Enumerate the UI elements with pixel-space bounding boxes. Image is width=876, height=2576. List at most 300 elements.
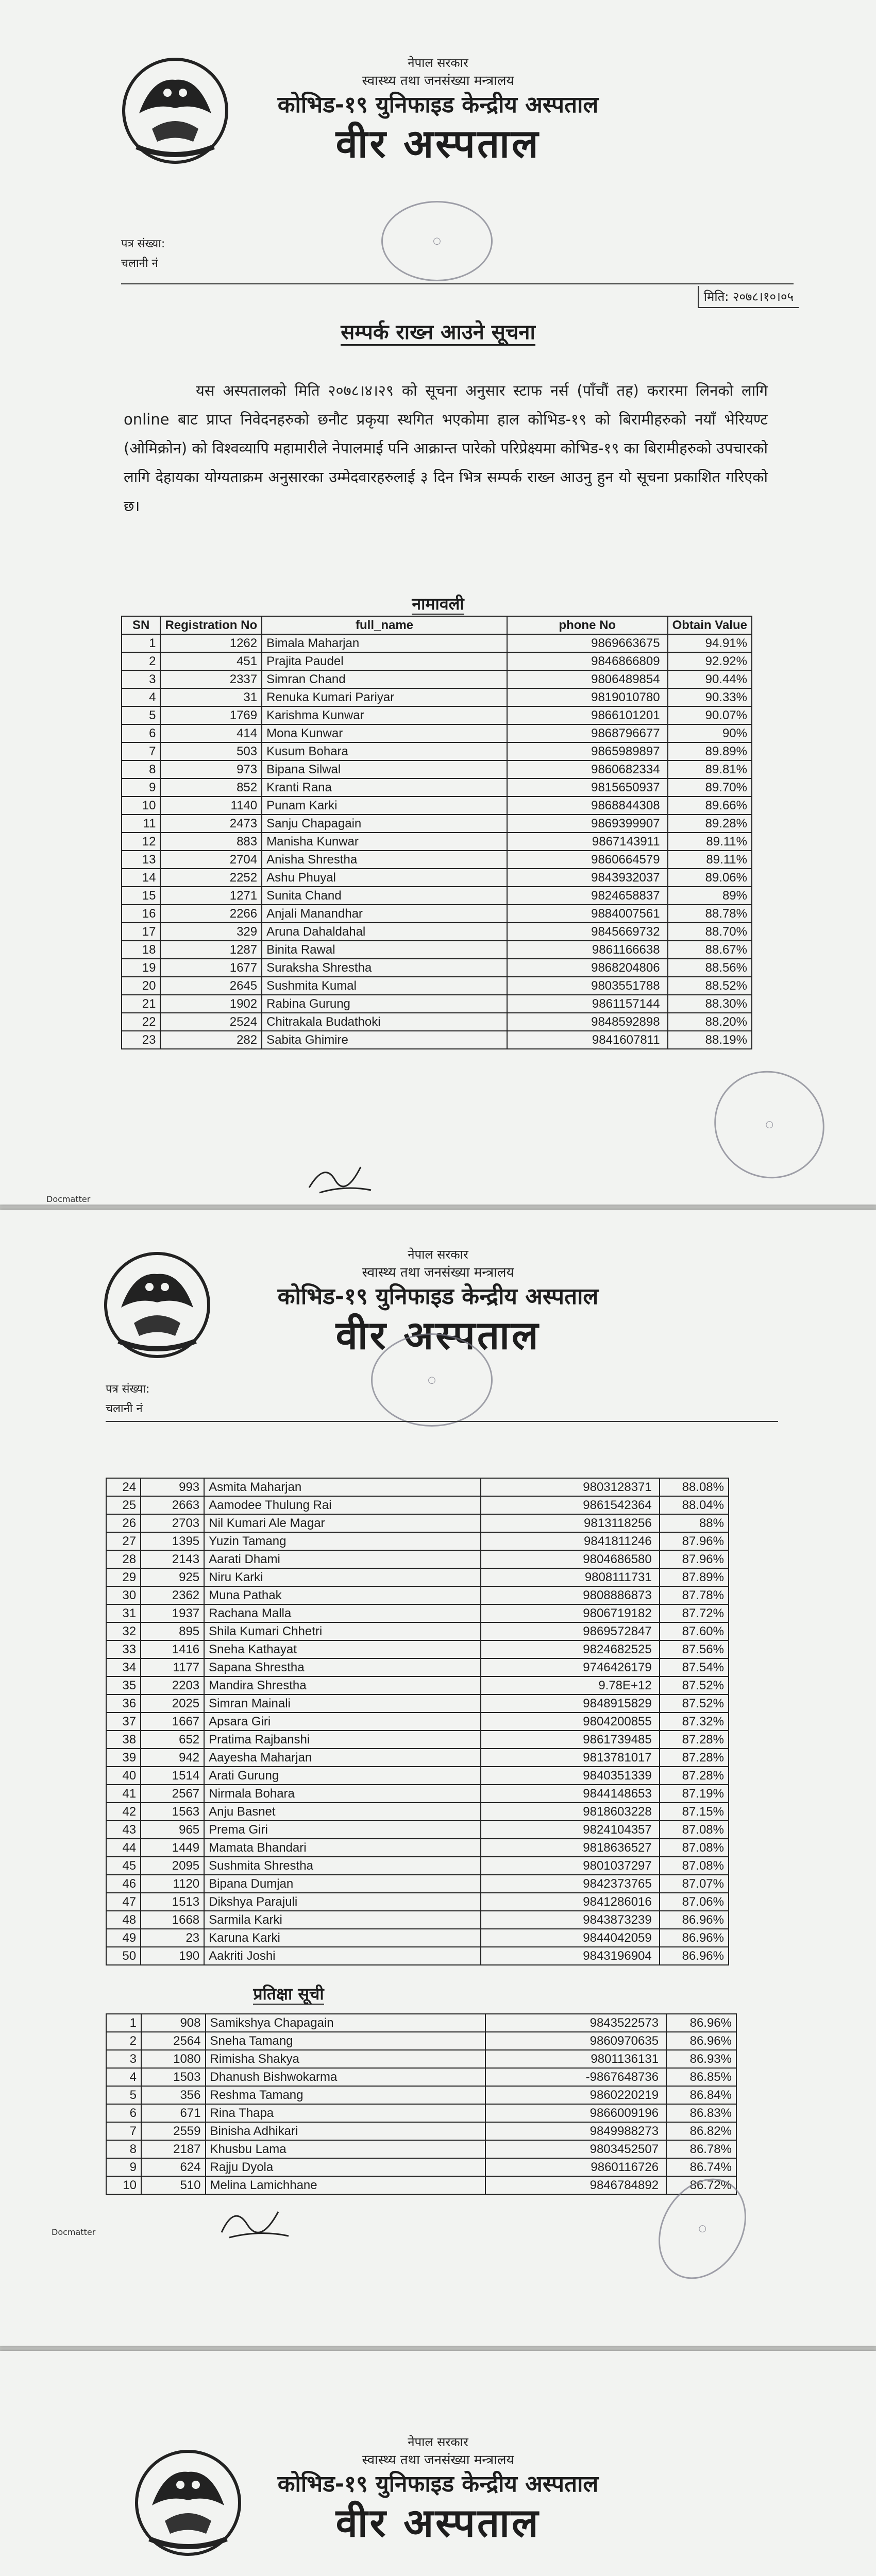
cell-full-name: Bimala Maharjan <box>262 634 507 652</box>
cell-registration-no: 23 <box>141 1929 204 1947</box>
cell-sn: 44 <box>106 1839 141 1857</box>
cell-full-name: Simran Mainali <box>204 1694 481 1713</box>
cell-sn: 9 <box>122 778 160 796</box>
cell-registration-no: 414 <box>160 724 262 742</box>
cell-full-name: Anisha Shrestha <box>262 851 507 869</box>
cell-sn: 45 <box>106 1857 141 1875</box>
cell-registration-no: 503 <box>160 742 262 760</box>
cell-obtain-value: 86.85% <box>666 2068 736 2086</box>
cell-sn: 30 <box>106 1586 141 1604</box>
cell-phone-no: 9840351339 <box>481 1767 660 1785</box>
cell-sn: 8 <box>122 760 160 778</box>
table-row <box>106 1803 729 1821</box>
cell-registration-no: 2095 <box>141 1857 204 1875</box>
table-row <box>106 1550 729 1568</box>
cell-sn: 29 <box>106 1568 141 1586</box>
cell-full-name: Mona Kunwar <box>262 724 507 742</box>
cell-phone-no: 9865989897 <box>507 742 668 760</box>
signature-icon <box>216 2199 294 2245</box>
cell-full-name: Bipana Dumjan <box>204 1875 481 1893</box>
cell-registration-no: 2025 <box>141 1694 204 1713</box>
cell-phone-no: 9813781017 <box>481 1749 660 1767</box>
cell-sn: 1 <box>122 634 160 652</box>
cell-sn: 49 <box>106 1929 141 1947</box>
cell-obtain-value: 88.56% <box>668 959 752 977</box>
signature-stamp: ○ <box>695 1051 844 1198</box>
header-rule <box>121 283 794 284</box>
bir-hospital-name: वीर अस्पताल <box>335 2500 541 2546</box>
cell-sn: 6 <box>122 724 160 742</box>
cell-registration-no: 1563 <box>141 1803 204 1821</box>
cell-phone-no: 9844042059 <box>481 1929 660 1947</box>
cell-full-name: Binisha Adhikari <box>206 2122 486 2140</box>
cell-registration-no: 2704 <box>160 851 262 869</box>
cell-phone-no: 9841811246 <box>481 1532 660 1550</box>
cell-phone-no: 9.78E+12 <box>481 1676 660 1694</box>
table-row <box>106 1478 729 1496</box>
cell-full-name: Anju Basnet <box>204 1803 481 1821</box>
cell-obtain-value: 90.33% <box>668 688 752 706</box>
cell-registration-no: 2564 <box>141 2032 206 2050</box>
table-row <box>122 778 752 796</box>
table-row <box>122 634 752 652</box>
cell-obtain-value: 87.28% <box>660 1749 729 1767</box>
cell-full-name: Arati Gurung <box>204 1767 481 1785</box>
table-row <box>106 1586 729 1604</box>
cell-obtain-value: 87.60% <box>660 1622 729 1640</box>
cell-phone-no: 9846784892 <box>485 2176 666 2194</box>
cell-full-name: Prajita Paudel <box>262 652 507 670</box>
cell-registration-no: 329 <box>160 923 262 941</box>
cell-phone-no: 9841286016 <box>481 1893 660 1911</box>
table-row <box>106 1568 729 1586</box>
cell-sn: 11 <box>122 815 160 833</box>
cell-sn: 10 <box>122 796 160 815</box>
cell-obtain-value: 88.30% <box>668 995 752 1013</box>
cell-phone-no: 9824104357 <box>481 1821 660 1839</box>
cell-obtain-value: 87.96% <box>660 1550 729 1568</box>
cell-obtain-value: 89.81% <box>668 760 752 778</box>
cell-obtain-value: 94.91% <box>668 634 752 652</box>
table-row <box>106 2140 736 2158</box>
table-row <box>106 1857 729 1875</box>
ministry-name: स्वास्थ्य तथा जनसंख्या मन्त्रालय <box>362 73 514 89</box>
gov-name: नेपाल सरकार <box>408 1247 468 1262</box>
table-row <box>106 1496 729 1514</box>
cell-full-name: Yuzin Tamang <box>204 1532 481 1550</box>
cell-obtain-value: 87.28% <box>660 1731 729 1749</box>
cell-phone-no: 9803452507 <box>485 2140 666 2158</box>
cell-phone-no: 9846866809 <box>507 652 668 670</box>
cell-registration-no: 1177 <box>141 1658 204 1676</box>
hospital-name: कोभिड-१९ युनिफाइड केन्द्रीय अस्पताल <box>277 1283 599 1310</box>
table-row <box>106 1875 729 1893</box>
cell-full-name: Kusum Bohara <box>262 742 507 760</box>
table-row <box>106 1604 729 1622</box>
cell-registration-no: 356 <box>141 2086 206 2104</box>
table-row <box>106 1676 729 1694</box>
cell-full-name: Aayesha Maharjan <box>204 1749 481 1767</box>
cell-sn: 16 <box>122 905 160 923</box>
cell-phone-no: 9860116726 <box>485 2158 666 2176</box>
cell-sn: 3 <box>122 670 160 688</box>
cell-sn: 42 <box>106 1803 141 1821</box>
cell-full-name: Bipana Silwal <box>262 760 507 778</box>
cell-obtain-value: 87.32% <box>660 1713 729 1731</box>
cell-sn: 20 <box>122 977 160 995</box>
cell-phone-no: 9867143911 <box>507 833 668 851</box>
table-row <box>106 2158 736 2176</box>
office-stamp: ○ <box>371 1333 493 1427</box>
table-row <box>106 1785 729 1803</box>
cell-phone-no: 9808111731 <box>481 1568 660 1586</box>
cell-registration-no: 1937 <box>141 1604 204 1622</box>
cell-obtain-value: 90% <box>668 724 752 742</box>
cell-obtain-value: 88.67% <box>668 941 752 959</box>
cell-obtain-value: 92.92% <box>668 652 752 670</box>
cell-obtain-value: 88% <box>660 1514 729 1532</box>
cell-obtain-value: 88.70% <box>668 923 752 941</box>
cell-sn: 43 <box>106 1821 141 1839</box>
cell-registration-no: 2559 <box>141 2122 206 2140</box>
cell-obtain-value: 87.28% <box>660 1767 729 1785</box>
cell-sn: 7 <box>106 2122 141 2140</box>
footer-label: Docmatter <box>52 2227 96 2237</box>
cell-full-name: Aruna Dahaldahal <box>262 923 507 941</box>
cell-registration-no: 451 <box>160 652 262 670</box>
cell-registration-no: 671 <box>141 2104 206 2122</box>
cell-phone-no: 9869399907 <box>507 815 668 833</box>
cell-full-name: Melina Lamichhane <box>206 2176 486 2194</box>
table-row <box>106 2014 736 2032</box>
cell-obtain-value: 86.93% <box>666 2050 736 2068</box>
cell-sn: 27 <box>106 1532 141 1550</box>
cell-obtain-value: 87.08% <box>660 1839 729 1857</box>
cell-obtain-value: 89% <box>668 887 752 905</box>
cell-full-name: Aakriti Joshi <box>204 1947 481 1965</box>
cell-sn: 9 <box>106 2158 141 2176</box>
cell-sn: 50 <box>106 1947 141 1965</box>
cell-sn: 32 <box>106 1622 141 1640</box>
cell-obtain-value: 86.74% <box>666 2158 736 2176</box>
cell-phone-no: 9860682334 <box>507 760 668 778</box>
cell-obtain-value: 86.84% <box>666 2086 736 2104</box>
cell-obtain-value: 87.78% <box>660 1586 729 1604</box>
cell-full-name: Sushmita Kumal <box>262 977 507 995</box>
table-row <box>122 923 752 941</box>
waitlist-table <box>106 2013 737 2195</box>
cell-sn: 7 <box>122 742 160 760</box>
cell-obtain-value: 87.89% <box>660 1568 729 1586</box>
col-phone: phone No <box>507 616 668 634</box>
cell-sn: 38 <box>106 1731 141 1749</box>
cell-sn: 40 <box>106 1767 141 1785</box>
cell-sn: 35 <box>106 1676 141 1694</box>
hospital-name: कोभिड-१९ युनिफाइड केन्द्रीय अस्पताल <box>277 2471 599 2497</box>
cell-sn: 21 <box>122 995 160 1013</box>
cell-registration-no: 190 <box>141 1947 204 1965</box>
cell-registration-no: 1503 <box>141 2068 206 2086</box>
cell-phone-no: 9844148653 <box>481 1785 660 1803</box>
cell-registration-no: 1677 <box>160 959 262 977</box>
cell-obtain-value: 87.52% <box>660 1694 729 1713</box>
gov-name: नेपाल सरकार <box>408 2435 468 2449</box>
cell-sn: 41 <box>106 1785 141 1803</box>
signature-icon <box>304 1157 376 1198</box>
cell-phone-no: 9848592898 <box>507 1013 668 1031</box>
table-row <box>106 1658 729 1676</box>
cell-full-name: Rabina Gurung <box>262 995 507 1013</box>
cell-phone-no: 9824658837 <box>507 887 668 905</box>
cell-full-name: Khusbu Lama <box>206 2140 486 2158</box>
cell-full-name: Simran Chand <box>262 670 507 688</box>
signature-stamp: ○ <box>641 2163 764 2295</box>
cell-registration-no: 1080 <box>141 2050 206 2068</box>
ref-no-label: पत्र संख्या: <box>106 1383 150 1396</box>
cell-registration-no: 2337 <box>160 670 262 688</box>
cell-full-name: Dhanush Bishwokarma <box>206 2068 486 2086</box>
cell-full-name: Sneha Kathayat <box>204 1640 481 1658</box>
cell-obtain-value: 89.11% <box>668 833 752 851</box>
cell-sn: 19 <box>122 959 160 977</box>
cell-registration-no: 2187 <box>141 2140 206 2158</box>
cell-obtain-value: 87.56% <box>660 1640 729 1658</box>
cell-phone-no: 9861166638 <box>507 941 668 959</box>
cell-full-name: Niru Karki <box>204 1568 481 1586</box>
cell-sn: 23 <box>122 1031 160 1049</box>
cell-full-name: Apsara Giri <box>204 1713 481 1731</box>
cell-full-name: Sanju Chapagain <box>262 815 507 833</box>
cell-sn: 1 <box>106 2014 141 2032</box>
cell-phone-no: 9845669732 <box>507 923 668 941</box>
cell-registration-no: 1140 <box>160 796 262 815</box>
cell-phone-no: 9849988273 <box>485 2122 666 2140</box>
cell-obtain-value: 86.96% <box>660 1929 729 1947</box>
cell-obtain-value: 88.20% <box>668 1013 752 1031</box>
cell-phone-no: 9815650937 <box>507 778 668 796</box>
cell-obtain-value: 88.08% <box>660 1478 729 1496</box>
cell-registration-no: 2663 <box>141 1496 204 1514</box>
cell-registration-no: 2362 <box>141 1586 204 1604</box>
cell-full-name: Sunita Chand <box>262 887 507 905</box>
cell-phone-no: 9818603228 <box>481 1803 660 1821</box>
office-stamp: ○ <box>381 201 493 281</box>
cell-phone-no: 9868204806 <box>507 959 668 977</box>
cell-obtain-value: 87.52% <box>660 1676 729 1694</box>
bir-hospital-name: वीर अस्पताल <box>335 121 541 166</box>
cell-obtain-value: 86.96% <box>660 1911 729 1929</box>
cell-full-name: Aarati Dhami <box>204 1550 481 1568</box>
cell-phone-no: 9803128371 <box>481 1478 660 1496</box>
footer-label: Docmatter <box>46 1194 91 1204</box>
cell-registration-no: 1513 <box>141 1893 204 1911</box>
table-row <box>122 706 752 724</box>
notice-date: मिति: २०७८।१०।०५ <box>698 286 799 308</box>
cell-full-name: Pratima Rajbanshi <box>204 1731 481 1749</box>
cell-sn: 17 <box>122 923 160 941</box>
cell-phone-no: 9843932037 <box>507 869 668 887</box>
cell-sn: 24 <box>106 1478 141 1496</box>
table-row <box>106 2176 736 2194</box>
cell-phone-no: 9801136131 <box>485 2050 666 2068</box>
cell-sn: 33 <box>106 1640 141 1658</box>
cell-full-name: Chitrakala Budathoki <box>262 1013 507 1031</box>
table-row <box>122 977 752 995</box>
cell-full-name: Rina Thapa <box>206 2104 486 2122</box>
table-row <box>106 1839 729 1857</box>
cell-sn: 22 <box>122 1013 160 1031</box>
table-row <box>106 1622 729 1640</box>
cell-obtain-value: 89.28% <box>668 815 752 833</box>
cell-obtain-value: 86.82% <box>666 2122 736 2140</box>
cell-registration-no: 1271 <box>160 887 262 905</box>
cell-registration-no: 2703 <box>141 1514 204 1532</box>
cell-phone-no: 9843196904 <box>481 1947 660 1965</box>
cell-full-name: Mandira Shrestha <box>204 1676 481 1694</box>
table-row <box>122 815 752 833</box>
cell-registration-no: 2645 <box>160 977 262 995</box>
cell-phone-no: 9860970635 <box>485 2032 666 2050</box>
cell-phone-no: 9813118256 <box>481 1514 660 1532</box>
cell-full-name: Reshma Tamang <box>206 2086 486 2104</box>
dispatch-no-label: चलानी नं <box>106 1402 143 1415</box>
cell-phone-no: 9746426179 <box>481 1658 660 1676</box>
cell-obtain-value: 86.83% <box>666 2104 736 2122</box>
table-header-row <box>122 616 752 634</box>
ref-no-label: पत्र संख्या: <box>121 238 165 250</box>
cell-sn: 2 <box>106 2032 141 2050</box>
cell-phone-no: -9867648736 <box>485 2068 666 2086</box>
table-row <box>106 1713 729 1731</box>
cell-full-name: Shila Kumari Chhetri <box>204 1622 481 1640</box>
cell-registration-no: 1769 <box>160 706 262 724</box>
table-row <box>106 1731 729 1749</box>
cell-full-name: Karuna Karki <box>204 1929 481 1947</box>
cell-registration-no: 2567 <box>141 1785 204 1803</box>
cell-registration-no: 973 <box>160 760 262 778</box>
cell-registration-no: 2524 <box>160 1013 262 1031</box>
cell-obtain-value: 88.52% <box>668 977 752 995</box>
cell-registration-no: 883 <box>160 833 262 851</box>
cell-sn: 39 <box>106 1749 141 1767</box>
table-row <box>106 1532 729 1550</box>
col-registration: Registration No <box>160 616 262 634</box>
cell-registration-no: 510 <box>141 2176 206 2194</box>
cell-full-name: Manisha Kunwar <box>262 833 507 851</box>
cell-obtain-value: 88.19% <box>668 1031 752 1049</box>
cell-full-name: Sapana Shrestha <box>204 1658 481 1676</box>
table-row <box>106 1893 729 1911</box>
cell-phone-no: 9806719182 <box>481 1604 660 1622</box>
cell-full-name: Sushmita Shrestha <box>204 1857 481 1875</box>
cell-sn: 15 <box>122 887 160 905</box>
cell-phone-no: 9806489854 <box>507 670 668 688</box>
header-rule <box>106 1421 778 1422</box>
notice-paragraph: यस अस्पतालको मिति २०७८।४।२९ को सूचना अनुसार स्टाफ नर्स (पाँचौं तह) करारमा लिनको लागि online बाट प्राप्त निवेदनहरुको छनौट प्रकृया स्थगित भएकोमा हाल कोभिड-१९ को बिरामीहरुको नयाँ भेरियण्ट (ओमिक्रोन) को विश्वव्यापि महामारीले नेपालमाई पनि आक्रान्त पारेको परिप्रेक्ष्यमा कोभिड-१९ का बिरामीहरुको उपचारको लागि देहायका योग्यताक्रम अनुसारका उम्मेदवारहरुलाई ३ दिन भित्र सम्पर्क राख्न आउनु हुन यो सूचना प्रकाशित गरिएको छ। <box>124 382 768 515</box>
cell-registration-no: 993 <box>141 1478 204 1496</box>
cell-sn: 4 <box>122 688 160 706</box>
cell-full-name: Rajju Dyola <box>206 2158 486 2176</box>
cell-full-name: Nirmala Bohara <box>204 1785 481 1803</box>
cell-obtain-value: 89.66% <box>668 796 752 815</box>
cell-phone-no: 9861739485 <box>481 1731 660 1749</box>
table-row <box>106 1514 729 1532</box>
cell-full-name: Prema Giri <box>204 1821 481 1839</box>
cell-obtain-value: 90.44% <box>668 670 752 688</box>
cell-phone-no: 9861542364 <box>481 1496 660 1514</box>
table-row <box>106 1767 729 1785</box>
cell-sn: 6 <box>106 2104 141 2122</box>
cell-full-name: Kranti Rana <box>262 778 507 796</box>
cell-phone-no: 9868844308 <box>507 796 668 815</box>
cell-registration-no: 2252 <box>160 869 262 887</box>
table-row <box>106 1749 729 1767</box>
table-row <box>122 796 752 815</box>
cell-phone-no: 9866101201 <box>507 706 668 724</box>
cell-full-name: Rimisha Shakya <box>206 2050 486 2068</box>
cell-phone-no: 9819010780 <box>507 688 668 706</box>
cell-full-name: Rachana Malla <box>204 1604 481 1622</box>
cell-full-name: Sarmila Karki <box>204 1911 481 1929</box>
notice-title: सम्पर्क राख्न आउने सूचना <box>341 320 535 346</box>
cell-sn: 5 <box>106 2086 141 2104</box>
cell-full-name: Renuka Kumari Pariyar <box>262 688 507 706</box>
selected-candidates-table <box>121 616 752 1049</box>
cell-phone-no: 9860220219 <box>485 2086 666 2104</box>
table-row <box>122 833 752 851</box>
table-row <box>106 1694 729 1713</box>
cell-sn: 37 <box>106 1713 141 1731</box>
cell-registration-no: 1262 <box>160 634 262 652</box>
cell-obtain-value: 86.96% <box>666 2032 736 2050</box>
table-row <box>106 1947 729 1965</box>
cell-sn: 8 <box>106 2140 141 2158</box>
cell-obtain-value: 88.04% <box>660 1496 729 1514</box>
cell-sn: 28 <box>106 1550 141 1568</box>
cell-sn: 46 <box>106 1875 141 1893</box>
table-row <box>106 1640 729 1658</box>
cell-sn: 4 <box>106 2068 141 2086</box>
cell-registration-no: 908 <box>141 2014 206 2032</box>
table-row <box>122 941 752 959</box>
cell-sn: 36 <box>106 1694 141 1713</box>
cell-registration-no: 1449 <box>141 1839 204 1857</box>
cell-obtain-value: 90.07% <box>668 706 752 724</box>
cell-obtain-value: 87.06% <box>660 1893 729 1911</box>
table-row <box>122 760 752 778</box>
cell-full-name: Karishma Kunwar <box>262 706 507 724</box>
cell-full-name: Dikshya Parajuli <box>204 1893 481 1911</box>
cell-full-name: Anjali Manandhar <box>262 905 507 923</box>
cell-registration-no: 624 <box>141 2158 206 2176</box>
cell-full-name: Muna Pathak <box>204 1586 481 1604</box>
ministry-name: स्वास्थ्य तथा जनसंख्या मन्त्रालय <box>362 1265 514 1280</box>
page-1 <box>0 0 876 1205</box>
table-row <box>122 742 752 760</box>
page-2 <box>0 1210 876 2346</box>
cell-registration-no: 2203 <box>141 1676 204 1694</box>
cell-sn: 12 <box>122 833 160 851</box>
cell-registration-no: 895 <box>141 1622 204 1640</box>
table-row <box>106 2050 736 2068</box>
cell-sn: 14 <box>122 869 160 887</box>
col-obtain-value: Obtain Value <box>668 616 752 634</box>
cell-sn: 47 <box>106 1893 141 1911</box>
dispatch-no-label: चलानी नं <box>121 257 158 270</box>
cell-registration-no: 652 <box>141 1731 204 1749</box>
cell-sn: 10 <box>106 2176 141 2194</box>
cell-phone-no: 9869572847 <box>481 1622 660 1640</box>
